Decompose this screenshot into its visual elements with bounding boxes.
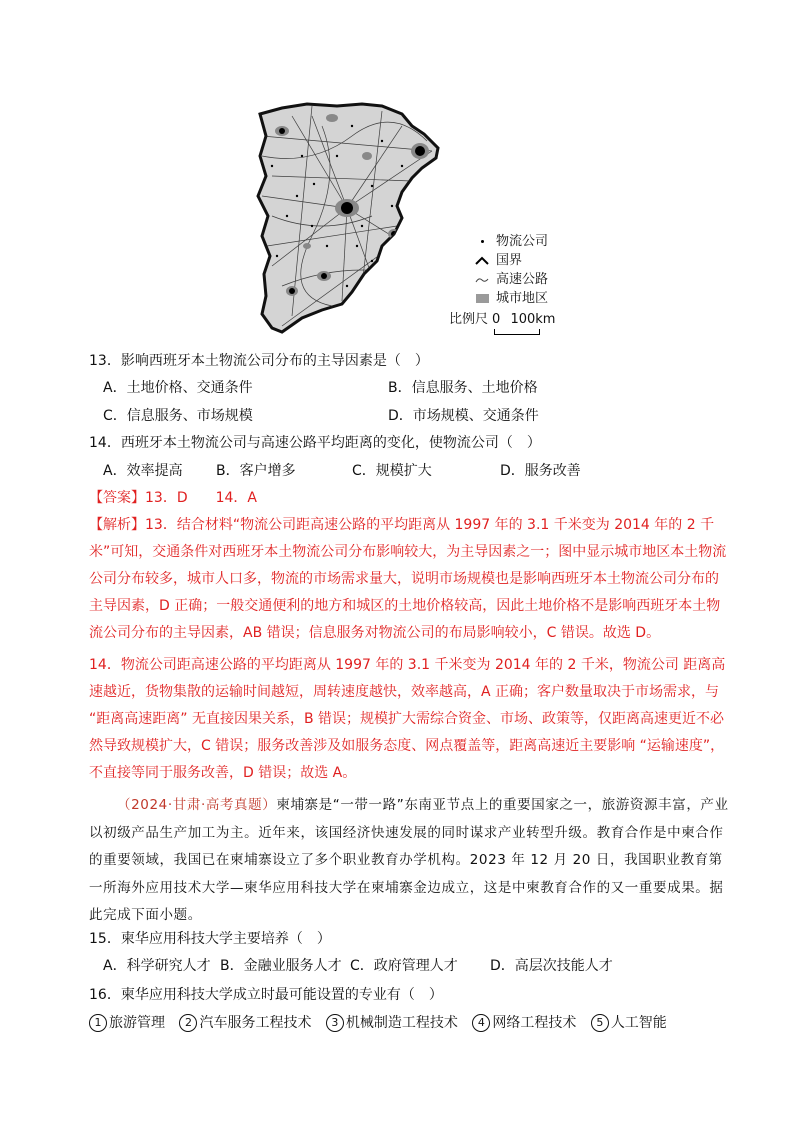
q16-majors-list	[89, 1013, 677, 1033]
circled-number: 1	[89, 1014, 107, 1032]
question-13-stem: 13．影响西班牙本土物流公司分布的主导因素是（ ）	[89, 353, 429, 369]
major-item	[179, 1015, 311, 1031]
major-item	[326, 1015, 458, 1031]
map-legend	[468, 232, 548, 308]
analysis-14: 14．物流公司距高速公路的平均距离从 1997 年的 3.1 千米变为 2014 年的 2 千米，物流公司 距离高速越近，货物集散的运输时间越短，周转速度越快，效率越高，A 正确；客户数量取决于市场需求，与 “距离高速距离” 无直接因果关系，B 错误；规模扩大需综合资金、市场、政策等，仅距离高速更近不必然导致规模扩大，C 错误；服务改善涉及如服务态度、网点覆盖等，距离高速近主要影响 “运输速度”，不直接等同于服务改善，D 错误；故选 A。	[89, 657, 726, 781]
question-14-stem: 14．西班牙本土物流公司与高速公路平均距离的变化，使物流公司（ ）	[89, 435, 541, 451]
passage-source: （2024·甘肃·高考真题）	[117, 797, 277, 813]
circled-number: 3	[326, 1014, 344, 1032]
q15-option-d: D．高层次技能人才	[490, 958, 613, 974]
scale-bar	[492, 312, 555, 327]
major-label: 旅游管理	[109, 1015, 165, 1031]
major-item	[89, 1015, 165, 1031]
q13-option-c: C．信息服务、市场规模	[103, 408, 253, 424]
analysis-label: 【解析】	[89, 517, 145, 533]
q15-option-b: B．金融业服务人才	[220, 958, 342, 974]
urban-area-swatch-icon	[468, 294, 496, 303]
border-line-icon	[468, 256, 496, 266]
passage-intro	[89, 792, 729, 930]
major-label: 网络工程技术	[492, 1015, 577, 1031]
circled-number: 5	[591, 1014, 609, 1032]
major-item	[591, 1015, 667, 1031]
major-label: 人工智能	[610, 1015, 667, 1031]
legend-label: 国界	[496, 253, 523, 268]
highway-line-icon	[468, 275, 496, 285]
q15-option-a: A．科学研究人才	[103, 958, 211, 974]
circled-number: 2	[179, 1014, 197, 1032]
legend-label: 高速公路	[496, 272, 549, 287]
q14-option-a: A．效率提高	[103, 463, 183, 479]
legend-item-logistics	[468, 232, 548, 251]
legend-item-border	[468, 251, 548, 270]
scale-label: 比例尺	[449, 312, 489, 327]
analysis-13	[89, 512, 729, 647]
q13-option-a: A．土地价格、交通条件	[103, 380, 253, 396]
question-15-stem: 15．柬华应用科技大学主要培养（ ）	[89, 931, 331, 947]
q15-option-c: C．政府管理人才	[350, 958, 458, 974]
major-item	[472, 1015, 576, 1031]
q13-option-d: D．市场规模、交通条件	[388, 408, 539, 424]
passage-text: 柬埔寨是“一带一路”东南亚节点上的重要国家之一，旅游资源丰富，产业以初级产品生产加工为主。近年来，该国经济快速发展的同时谋求产业转型升级。教育合作是中柬合作的重要领域，我国已在柬埔寨设立了多个职业教育办学机构。2023 年 12 月 20 日，我国职业教育第一所海外应用技术大学—柬华应用科技大学在柬埔寨金边成立，这是中柬教育合作的又一重要成果。据此完成下面小题。	[89, 797, 729, 923]
answer-label: 【答案】	[89, 490, 145, 506]
legend-item-urban	[468, 289, 548, 308]
legend-label: 城市地区	[496, 291, 549, 306]
circled-number: 4	[472, 1014, 490, 1032]
map-scale	[449, 308, 555, 327]
q13-option-b: B．信息服务、土地价格	[388, 380, 538, 396]
scale-zero: 0	[492, 312, 501, 327]
analysis-13-text: 13．结合材料“物流公司距高速公路的平均距离从 1997 年的 3.1 千米变为 2014 年的 2 千米”可知，交通条件对西班牙本土物流公司分布影响较大，为主导因素之一；图中显示城市地区本土物流公司分布较多，城市人口多，物流的市场需求量大，说明市场规模也是影响西班牙本土物流公司分布的主导因素，D 正确；一般交通便利的地方和城区的土地价格较高，因此土地价格不是影响西班牙本土物流公司分布的主导因素，AB 错误；信息服务对物流公司的布局影响较小，C 错误。故选 D。	[89, 517, 727, 641]
spain-logistics-map	[252, 96, 442, 336]
q14-option-d: D．服务改善	[500, 463, 581, 479]
legend-label: 物流公司	[496, 234, 549, 249]
q14-option-b: B．客户增多	[216, 463, 296, 479]
q14-option-c: C．规模扩大	[352, 463, 432, 479]
legend-item-highway	[468, 270, 548, 289]
answer-text: 13．D 14．A	[145, 490, 257, 506]
logistics-dot-icon	[468, 240, 496, 243]
scale-value: 100km	[510, 312, 556, 327]
answer-line	[89, 488, 257, 508]
question-16-stem: 16．柬华应用科技大学成立时最可能设置的专业有（ ）	[89, 987, 443, 1003]
major-label: 机械制造工程技术	[345, 1015, 458, 1031]
major-label: 汽车服务工程技术	[199, 1015, 312, 1031]
